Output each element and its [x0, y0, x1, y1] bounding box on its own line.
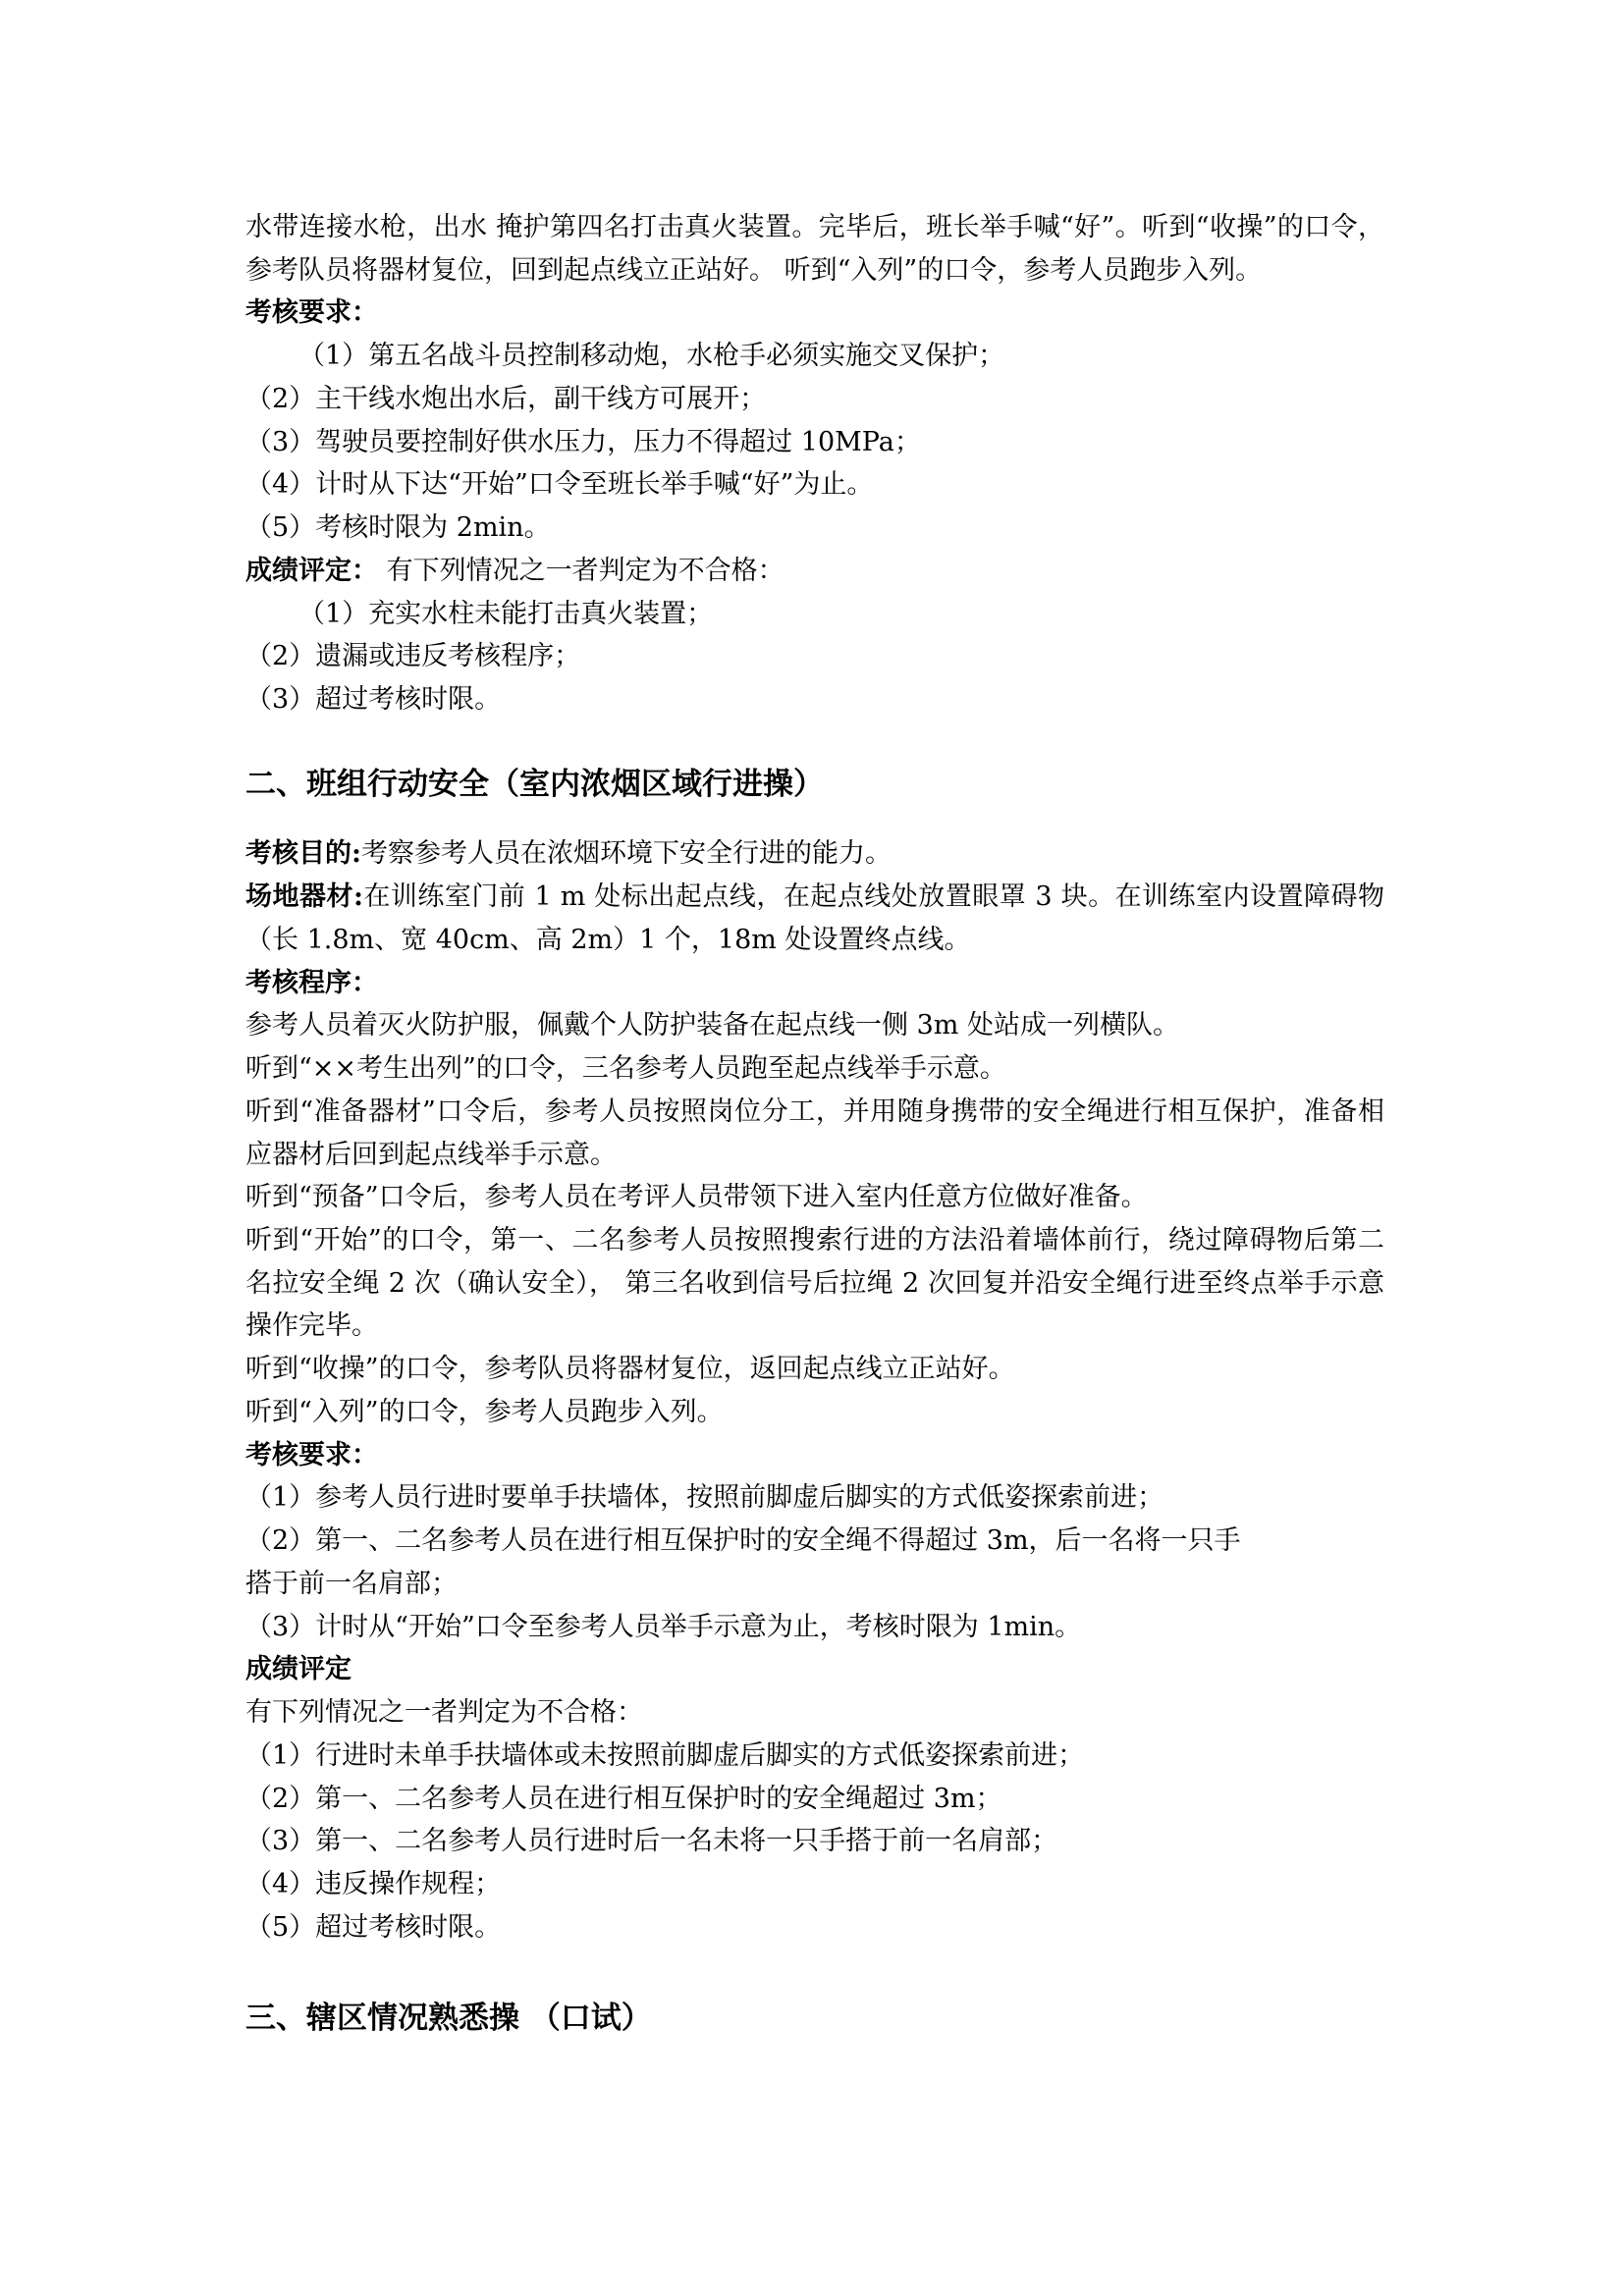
section2-scoring-intro: 有下列情况之一者判定为不合格： — [245, 1697, 643, 1729]
section1-requirement-item-1: （1）第五名战斗员控制移动炮，水枪手必须实施交叉保护； — [298, 341, 1005, 372]
section2-scoring-item-5: （5）超过考核时限。 — [245, 1911, 502, 1943]
section2-requirement-item-2-cont: 搭于前一名肩部； — [245, 1568, 458, 1599]
section2-procedure-paragraph-2: 听到“××考生出列”的口令，三名参考人员跑至起点线举手示意。 — [245, 1053, 1006, 1085]
section2-requirements-label: 考核要求： — [245, 1439, 378, 1470]
section2-scoring-item-2: （2）第一、二名参考人员在进行相互保护时的安全绳超过 3m； — [245, 1783, 1002, 1814]
section2-purpose-label: 考核目的: — [245, 838, 361, 870]
section1-scoring-intro: 有下列情况之一者判定为不合格： — [378, 555, 784, 586]
section2-requirement-item-2: （2）第一、二名参考人员在进行相互保护时的安全绳不得超过 3m，后一名将一只手 — [245, 1525, 1241, 1557]
section2-procedure-paragraph-4: 听到“预备”口令后，参考人员在考评人员带领下进入室内任意方位做好准备。 — [245, 1182, 1148, 1213]
section2-procedure-label: 考核程序： — [245, 967, 378, 998]
section2-purpose-line — [245, 832, 1384, 876]
section1-requirement-item-2: （2）主干线水炮出水后，副干线方可展开； — [245, 383, 767, 414]
section1-scoring-item-2: （2）遗漏或违反考核程序； — [245, 641, 581, 672]
section1-scoring-item-1: （1）充实水柱未能打击真火装置； — [298, 598, 714, 629]
section2-scoring-item-1: （1）行进时未单手扶墙体或未按照前脚虚后脚实的方式低姿探索前进； — [245, 1739, 1085, 1771]
section1-requirement-item-5: （5）考核时限为 2min。 — [245, 512, 551, 544]
section2-venue-label: 场地器材: — [245, 881, 363, 913]
section2-requirement-item-1: （1）参考人员行进时要单手扶墙体，按照前脚虚后脚实的方式低姿探索前进； — [245, 1482, 1164, 1514]
section2-scoring-item-4: （4）违反操作规程； — [245, 1869, 502, 1900]
section2-purpose-text: 考察参考人员在浓烟环境下安全行进的能力。 — [360, 838, 892, 870]
section3-heading-block — [245, 1995, 1384, 2044]
document-body — [245, 206, 1384, 2043]
section2-heading: 二、班组行动安全（室内浓烟区域行进操） — [245, 766, 824, 802]
section1-requirement-item-4: （4）计时从下达“开始”口令至班长举手喊“好”为止。 — [245, 469, 874, 501]
section2-scoring-item-3: （3）第一、二名参考人员行进时后一名未将一只手搭于前一名肩部； — [245, 1826, 1058, 1857]
section2-procedure-paragraph-3: 听到“准备器材”口令后，参考人员按照岗位分工，并用随身携带的安全绳进行相互保护，准备相应器材后回到起点线举手示意。 — [245, 1095, 1384, 1170]
section3-heading: 三、辖区情况熟悉操 （口试） — [245, 2000, 652, 2036]
section2-heading-block — [245, 761, 1384, 810]
section2-requirement-item-3: （3）计时从“开始”口令至参考人员举手示意为止，考核时限为 1min。 — [245, 1611, 1082, 1642]
section1-scoring-item-3: （3）超过考核时限。 — [245, 684, 502, 716]
section2-procedure-paragraph-6: 听到“收操”的口令，参考队员将器材复位，返回起点线立正站好。 — [245, 1354, 1015, 1385]
section1-requirements-label: 考核要求： — [245, 297, 378, 329]
section2-scoring-label: 成绩评定 — [245, 1654, 352, 1685]
section2-procedure-paragraph-5: 听到“开始”的口令，第一、二名参考人员按照搜索行进的方法沿着墙体前行，绕过障碍物后第二名拉安全绳 2 次（确认安全）， 第三名收到信号后拉绳 2 次回复并沿安全绳行进至终点举手示意操作完毕。 — [245, 1225, 1384, 1342]
section1-intro-paragraph: 水带连接水枪，出水 掩护第四名打击真火装置。完毕后，班长举手喊“好”。听到“收操”的口令，参考队员将器材复位，回到起点线立正站好。 听到“入列”的口令，参考人员跑步入列。 — [245, 212, 1384, 286]
section1-requirement-item-3: （3）驾驶员要控制好供水压力，压力不得超过 10MPa； — [245, 426, 921, 457]
section2-venue-text: 在训练室门前 1 m 处标出起点线，在起点线处放置眼罩 3 块。在训练室内设置障碍物（长 1.8m、宽 40cm、高 2m）1 个，18m 处设置终点线。 — [245, 881, 1384, 955]
section1-scoring-line — [245, 550, 1384, 593]
section2-procedure-paragraph-1: 参考人员着灭火防护服，佩戴个人防护装备在起点线一侧 3m 处站成一列横队。 — [245, 1010, 1179, 1041]
section2-venue-line — [245, 876, 1384, 961]
section1-scoring-label: 成绩评定： — [245, 555, 378, 586]
section2-procedure-paragraph-7: 听到“入列”的口令，参考人员跑步入列。 — [245, 1396, 724, 1427]
